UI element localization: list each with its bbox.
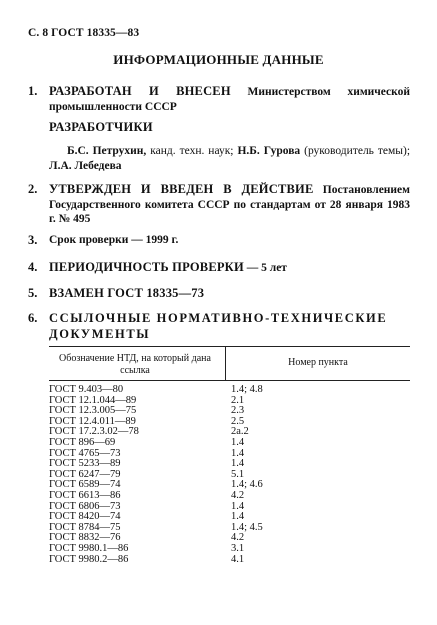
section-2-body (49, 182, 410, 227)
document-title: ИНФОРМАЦИОННЫЕ ДАННЫЕ (113, 52, 324, 67)
table-cell-document: ГОСТ 6806—73 (49, 500, 121, 512)
table-header-item: Номер пункта (288, 357, 348, 368)
table-cell-document: ГОСТ 8420—74 (49, 511, 121, 523)
section-4-number: 4. (28, 260, 38, 274)
table-cell-item: 1.4 (231, 436, 245, 448)
section-2-caps: УТВЕРЖДЕН И ВВЕДЕН В ДЕЙСТВИЕ (49, 182, 314, 196)
table-cell-document: ГОСТ 12.1.044—89 (49, 394, 137, 406)
section-5-number: 5. (28, 286, 38, 300)
section-6-number: 6. (28, 311, 38, 325)
table-row (49, 544, 410, 555)
section-3-number: 3. (28, 233, 38, 247)
table-row (49, 491, 410, 502)
section-6 (28, 311, 410, 342)
table-header-document: Обозначение НТД, на который дана ссылка (59, 353, 211, 376)
section-5 (28, 286, 410, 302)
table-cell-document: ГОСТ 12.4.011—89 (49, 415, 136, 427)
section-2 (28, 182, 410, 227)
table-cell-document: ГОСТ 8784—75 (49, 521, 121, 533)
developer-name-1: Б.С. Петрухин, (67, 145, 147, 157)
developers-text (49, 144, 410, 173)
table-cell-document: ГОСТ 9980.1—86 (49, 542, 129, 554)
table-cell-item: 1.4 (231, 511, 245, 523)
developer-name-3: Л.А. Лебедева (49, 159, 122, 172)
table-cell-document: ГОСТ 9.403—80 (49, 384, 124, 395)
table-cell-document: ГОСТ 4765—73 (49, 447, 121, 459)
section-6-caps: ССЫЛОЧНЫЕ НОРМАТИВНО-ТЕХНИЧЕСКИЕ ДОКУМЕНТЫ (49, 311, 388, 341)
table-cell-item: 2.5 (231, 415, 245, 427)
table-cell-item: 2.3 (231, 405, 245, 417)
table-header (49, 346, 410, 381)
section-4 (28, 260, 410, 276)
section-4-text: — 5 лет (246, 262, 287, 274)
table-cell-item: 1.4; 4.5 (231, 521, 263, 533)
developer-name-2: Н.Б. Гурова (237, 145, 301, 157)
table-cell-item: 1.4 (231, 447, 245, 459)
table-cell-item: 1.4; 4.8 (231, 384, 263, 395)
table-cell-document: ГОСТ 9980.2—86 (49, 553, 129, 565)
table-cell-document: ГОСТ 5233—89 (49, 458, 121, 470)
section-1-body (49, 84, 410, 114)
section-6-body (49, 311, 410, 342)
section-5-body (49, 286, 410, 302)
table-row (49, 438, 410, 449)
section-3-body (49, 233, 410, 248)
section-3 (28, 233, 410, 248)
section-1-caps: РАЗРАБОТАН И ВНЕСЕН (49, 84, 231, 98)
developer-degree-1: канд. техн. наук; (150, 145, 234, 157)
table-cell-document: ГОСТ 8832—76 (49, 532, 121, 544)
table-cell-item: 4.2 (231, 532, 245, 544)
table-row (49, 555, 410, 566)
table-body (49, 385, 410, 565)
table-cell-item: 4.2 (231, 489, 245, 501)
table-cell-item: 4.1 (231, 553, 245, 565)
table-cell-document: ГОСТ 6247—79 (49, 468, 121, 480)
table-cell-document: ГОСТ 12.3.005—75 (49, 405, 137, 417)
developers-title: РАЗРАБОТЧИКИ (49, 120, 153, 134)
table-cell-document: ГОСТ 17.2.3.02—78 (49, 426, 139, 438)
section-2-text: Постановлением Государственного комитета СССР по стандартам от 28 января 1983 г. № 495 (49, 184, 410, 225)
table-cell-document: ГОСТ 6613—86 (49, 489, 121, 501)
references-table (49, 346, 410, 565)
section-4-caps: ПЕРИОДИЧНОСТЬ ПРОВЕРКИ (49, 260, 244, 274)
table-cell-document: ГОСТ 6589—74 (49, 479, 121, 491)
section-5-caps: ВЗАМЕН ГОСТ 18335—73 (49, 286, 205, 300)
table-cell-item: 3.1 (231, 542, 245, 554)
table-cell-item: 1.4; 4.6 (231, 479, 263, 491)
table-cell-item: 1.4 (231, 500, 245, 512)
section-1-number: 1. (28, 84, 38, 98)
table-cell-item: 2.1 (231, 394, 245, 406)
page-header: С. 8 ГОСТ 18335—83 (28, 27, 140, 39)
table-cell-item: 1.4 (231, 458, 245, 470)
section-2-number: 2. (28, 182, 38, 196)
section-1 (28, 84, 410, 114)
developer-role-2: (руководитель темы); (304, 145, 411, 157)
table-cell-item: 2а.2 (231, 426, 249, 438)
table-cell-document: ГОСТ 896—69 (49, 436, 116, 448)
section-4-body (49, 260, 410, 276)
table-row (49, 385, 410, 396)
table-cell-item: 5.1 (231, 468, 245, 480)
section-1-text: Министерством химической промышленности СССР (49, 86, 410, 113)
section-3-text: Срок проверки — 1999 г. (49, 234, 179, 246)
